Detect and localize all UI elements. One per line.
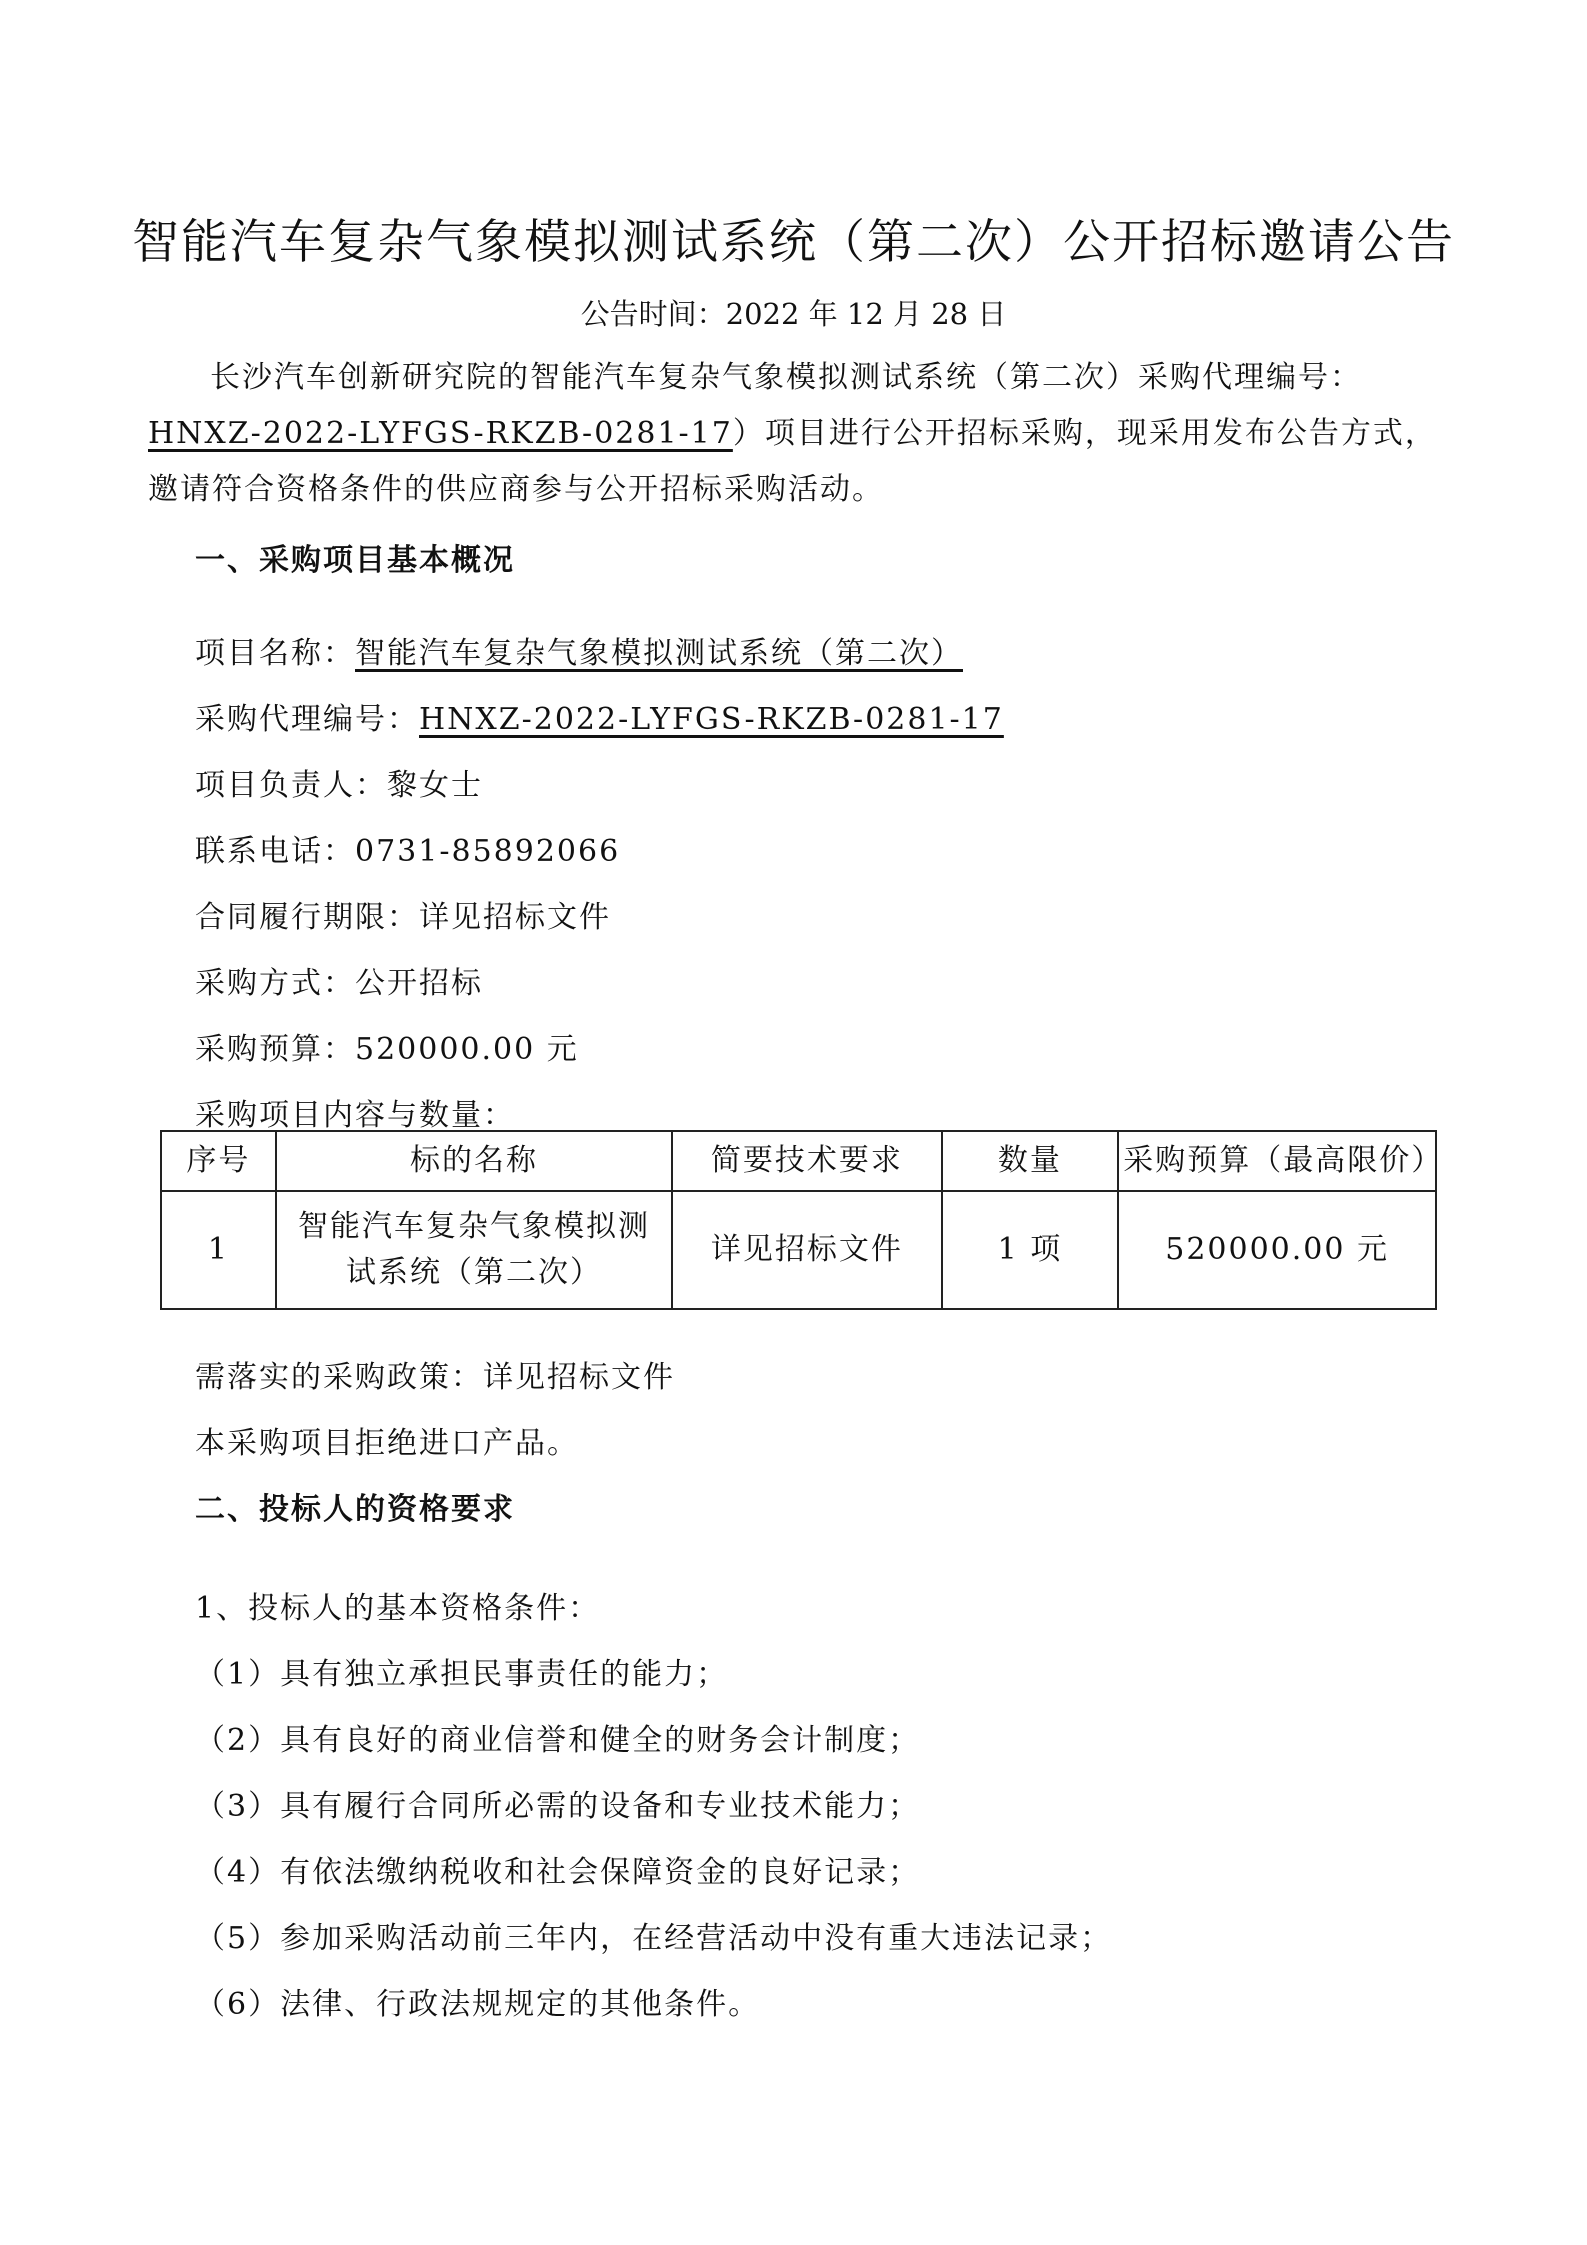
table-header-cell: 序号 [161,1131,276,1191]
intro-paragraph [148,350,1438,518]
code-line [195,694,1004,738]
list-item: （5）参加采购活动前三年内，在经营活动中没有重大违法记录； [195,1921,1113,1956]
list-item: （2）具有良好的商业信誉和健全的财务会计制度； [195,1723,921,1758]
project-name: 智能汽车复杂气象模拟测试系统（第二次） [355,636,963,671]
table-row [161,1191,1436,1309]
list-item: （3）具有履行合同所必需的设备和专业技术能力； [195,1789,921,1824]
content-label: 采购项目内容与数量： [195,1098,515,1133]
budget-line: 采购预算：520000.00 元 [195,1032,579,1067]
qualification-subheading: 1、投标人的基本资格条件： [195,1591,601,1626]
table-cell: 1 项 [942,1191,1119,1309]
table-header-cell: 数量 [942,1131,1119,1191]
announcement-date: 公告时间：2022 年 12 月 28 日 [580,297,1007,331]
project-name-line [195,628,963,672]
table-cell: 520000.00 元 [1118,1191,1436,1309]
table-cell: 智能汽车复杂气象模拟测试系统（第二次） [276,1191,672,1309]
table-cell: 1 [161,1191,276,1309]
intro-prefix: 长沙汽车创新研究院的智能汽车复杂气象模拟测试系统（第二次）采购代理编号： [210,360,1362,395]
intro-suffix: ）项目进行公开招标采购，现采用发布公告方式，邀请符合资格条件的供应商参与公开招标采购活动。 [148,416,1437,507]
list-item: （6）法律、行政法规规定的其他条件。 [195,1987,761,2022]
phone-line: 联系电话：0731-85892066 [195,834,621,869]
table-header-cell: 标的名称 [276,1131,672,1191]
list-item: （1）具有独立承担民事责任的能力； [195,1657,729,1692]
page-title: 智能汽车复杂气象模拟测试系统（第二次）公开招标邀请公告 [132,215,1455,270]
policy-line: 需落实的采购政策：详见招标文件 [195,1360,675,1395]
manager-line: 项目负责人：黎女士 [195,768,483,803]
table-header-row [161,1131,1436,1191]
code-label: 采购代理编号： [195,702,419,737]
list-item: （4）有依法缴纳税收和社会保障资金的良好记录； [195,1855,921,1890]
project-name-label: 项目名称： [195,636,355,671]
table-header-cell: 采购预算（最高限价） [1118,1131,1436,1191]
section1-heading: 一、采购项目基本概况 [195,543,515,578]
method-line: 采购方式：公开招标 [195,966,483,1001]
items-table [160,1130,1444,1310]
term-line: 合同履行期限：详见招标文件 [195,900,611,935]
section2-heading: 二、投标人的资格要求 [195,1492,515,1527]
procurement-code: HNXZ-2022-LYFGS-RKZB-0281-17 [419,702,1004,737]
table-cell: 详见招标文件 [672,1191,941,1309]
table-header-cell: 简要技术要求 [672,1131,941,1191]
import-line: 本采购项目拒绝进口产品。 [195,1426,579,1461]
intro-code: HNXZ-2022-LYFGS-RKZB-0281-17 [148,416,733,451]
